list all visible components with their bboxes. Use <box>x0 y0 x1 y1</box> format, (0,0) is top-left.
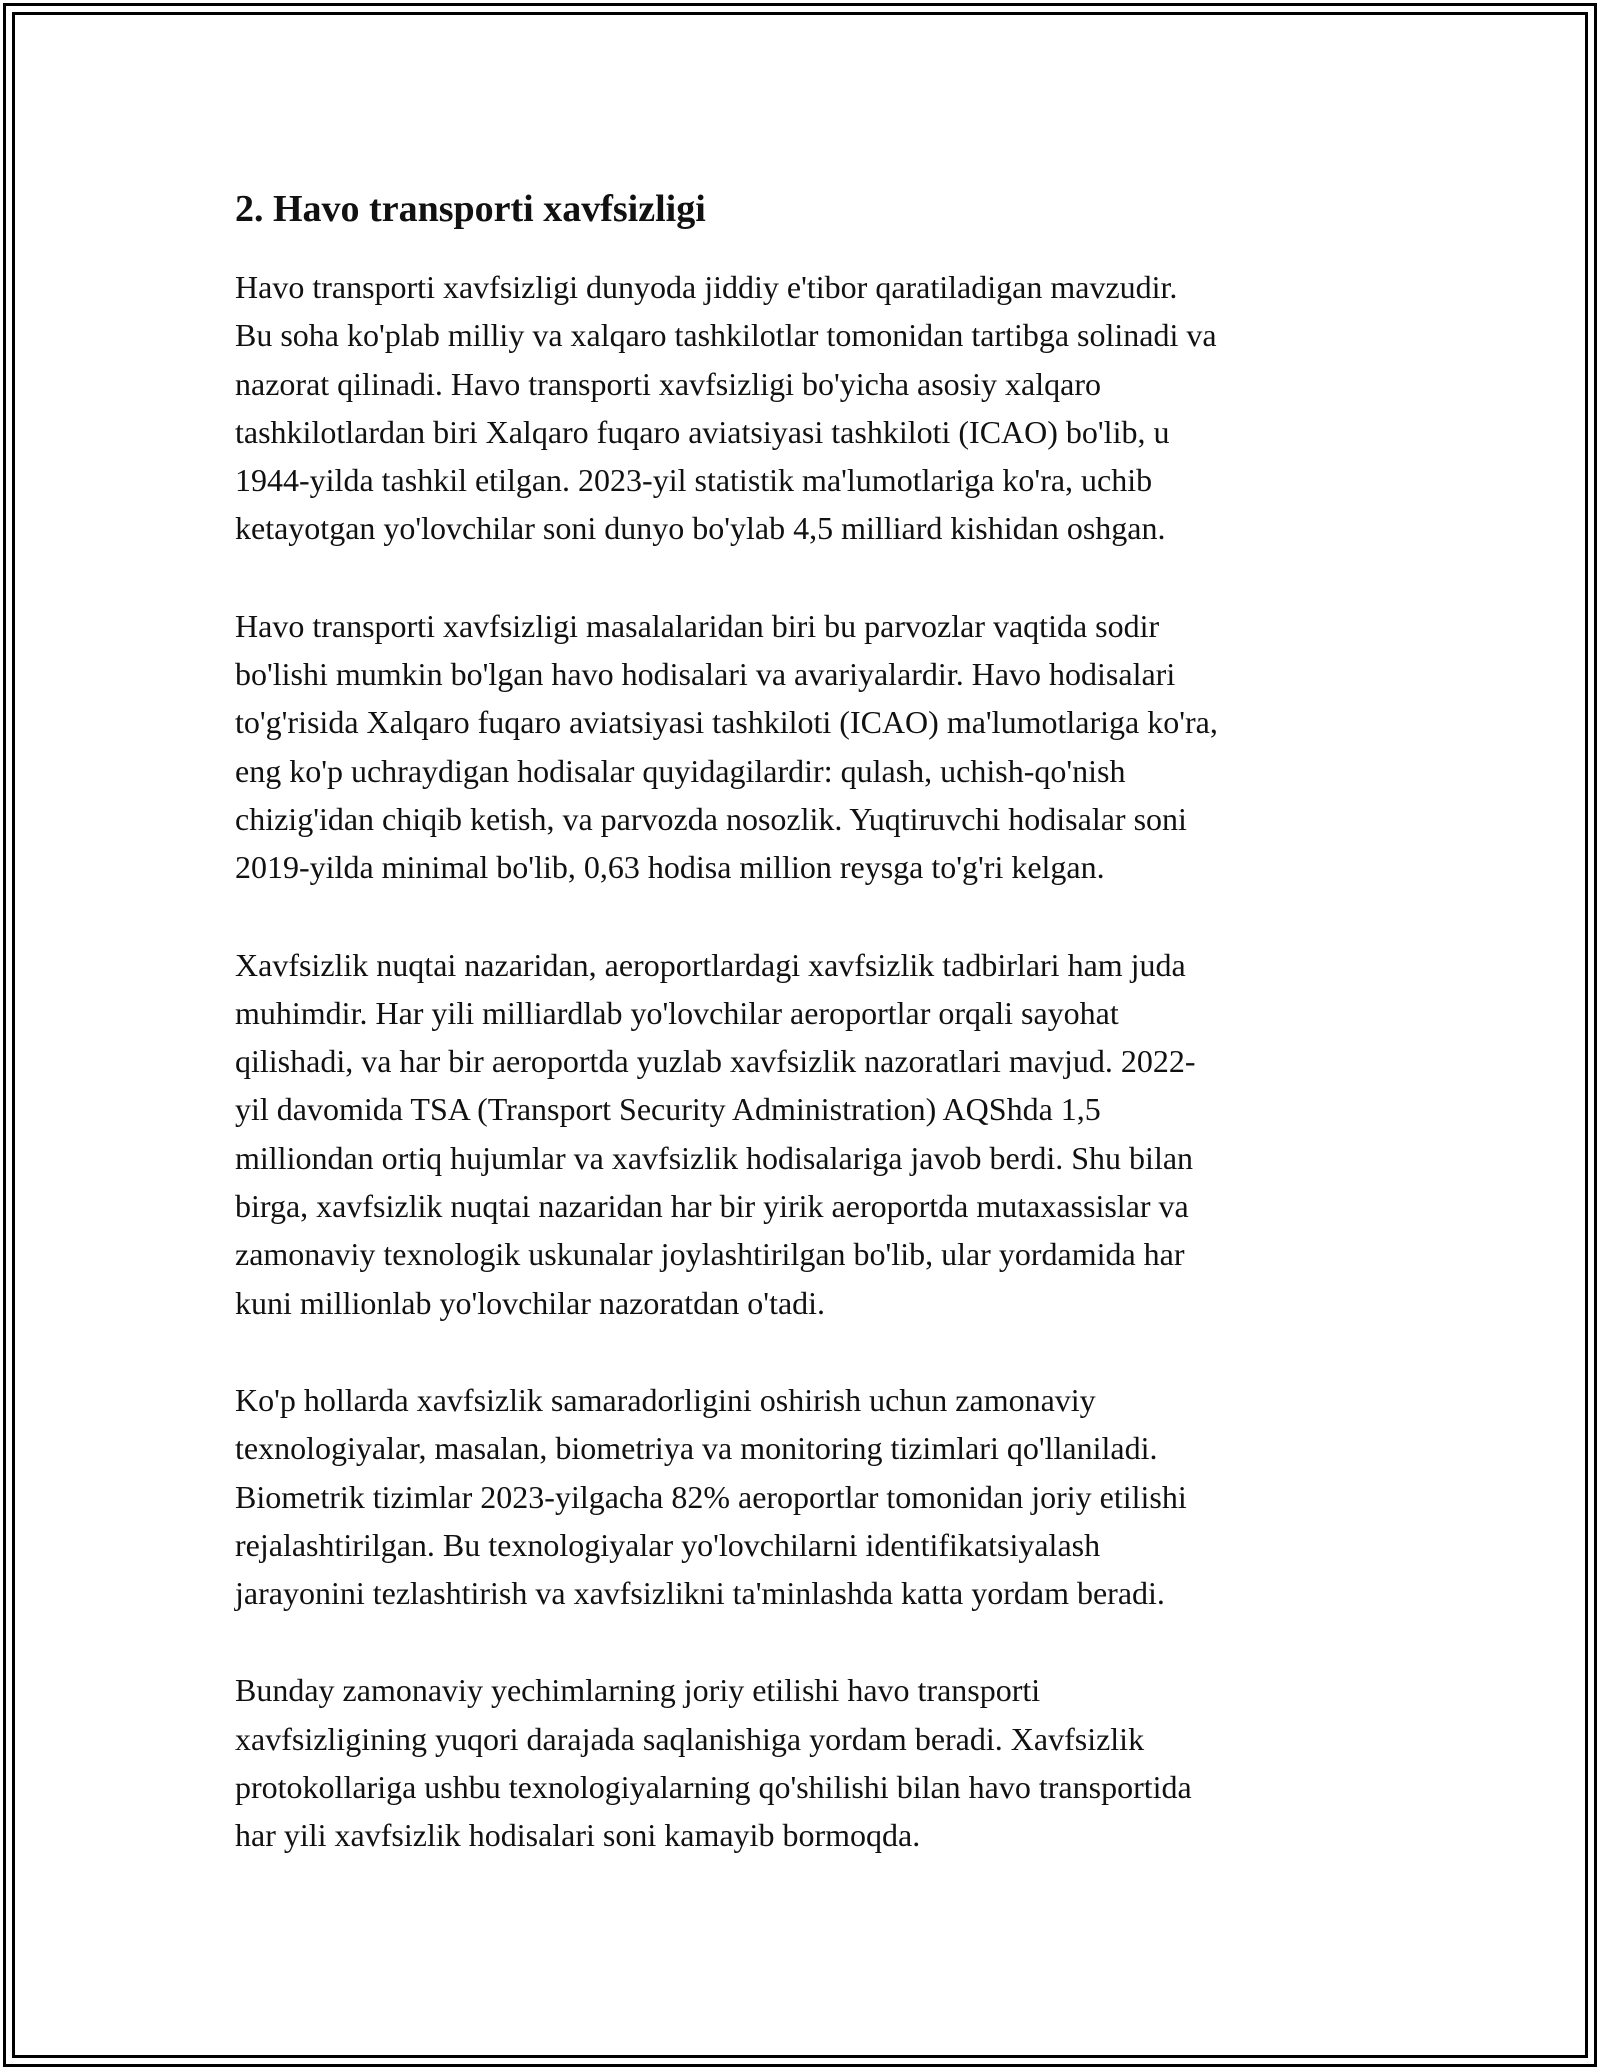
document-body <box>235 186 1375 1909</box>
section-title: 2. Havo transporti xavfsizligi <box>235 188 706 230</box>
paragraph-5: Bunday zamonaviy yechimlarning joriy etilishi havo transporti xavfsizligining yuqori darajada saqlanishiga yordam beradi. Xavfsizlik protokollariga ushbu texnologiyalarning qo'shilishi bilan havo transportida har yili xavfsizlik hodisalari soni kamayib bormoqda. <box>235 1672 1192 1854</box>
paragraph-3: Xavfsizlik nuqtai nazaridan, aeroportlardagi xavfsizlik tadbirlari ham juda muhimdir. Har yili milliardlab yo'lovchilar aeroportlar orqali sayohat qilishadi, va har bir aeroportda yuzlab xavfsizlik nazoratlari mavjud. 2022- yil davomida TSA (Transport Security Administration) AQShda 1,5 milliondan ortiq hujumlar va xavfsizlik hodisalariga javob berdi. Shu bilan birga, xavfsizlik nuqtai nazaridan har bir yirik aeroportda mutaxassislar va zamonaviy texnologik uskunalar joylashtirilgan bo'lib, ular yordamida har kuni millionlab yo'lovchilar nazoratdan o'tadi. <box>235 946 1196 1321</box>
paragraph-2: Havo transporti xavfsizligi masalalaridan biri bu parvozlar vaqtida sodir bo'lishi mumkin bo'lgan havo hodisalari va avariyalardir. Havo hodisalari to'g'risida Xalqaro fuqaro aviatsiyasi tashkiloti (ICAO) ma'lumotlariga ko'ra, eng ko'p uchraydigan hodisalar quyidagilardir: qulash, uchish-qo'nish chizig'idan chiqib ketish, va parvozda nosozlik. Yuqtiruvchi hodisalar soni 2019-yilda minimal bo'lib, 0,63 hodisa million reysga to'g'ri kelgan. <box>235 607 1218 886</box>
paragraph-1: Havo transporti xavfsizligi dunyoda jiddiy e'tibor qaratiladigan mavzudir. Bu soha ko'plab milliy va xalqaro tashkilotlar tomonidan tartibga solinadi va nazorat qilinadi. Havo transporti xavfsizligi bo'yicha asosiy xalqaro tashkilotlardan biri Xalqaro fuqaro aviatsiyasi tashkiloti (ICAO) bo'lib, u 1944-yilda tashkil etilgan. 2023-yil statistik ma'lumotlariga ko'ra, uchib ketayotgan yo'lovchilar soni dunyo bo'ylab 4,5 milliard kishidan oshgan. <box>235 269 1217 547</box>
paragraph-4: Ko'p hollarda xavfsizlik samaradorligini oshirish uchun zamonaviy texnologiyalar, masalan, biometriya va monitoring tizimlari qo'llaniladi. Biometrik tizimlar 2023-yilgacha 82% aeroportlar tomonidan joriy etilishi rejalashtirilgan. Bu texnologiyalar yo'lovchilarni identifikatsiyalash jarayonini tezlashtirish va xavfsizlikni ta'minlashda katta yordam beradi. <box>235 1381 1187 1612</box>
